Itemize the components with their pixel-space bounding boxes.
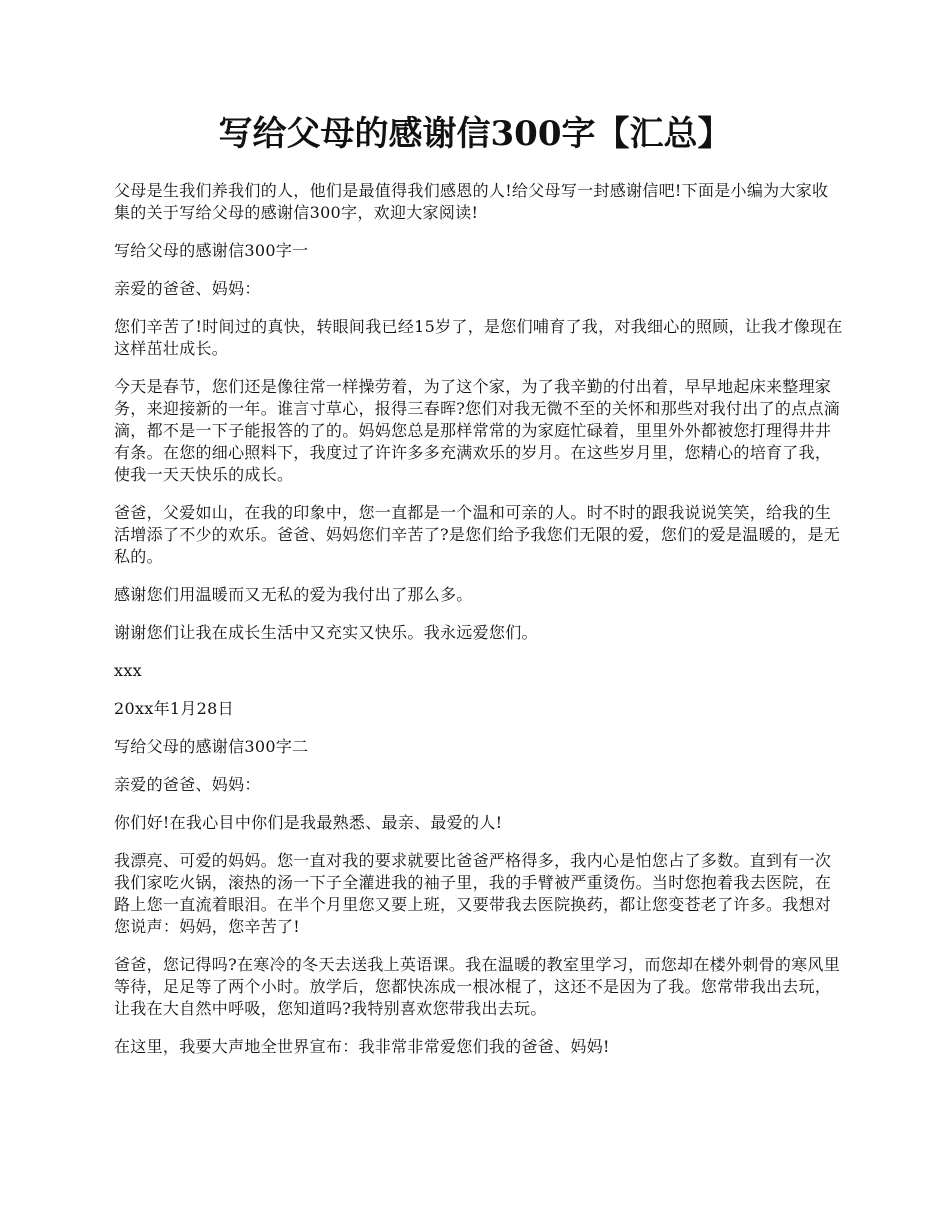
document-body <box>114 180 844 1074</box>
letter-2-paragraph: 在这里，我要大声地全世界宣布：我非常非常爱您们我的爸爸、妈妈! <box>114 1037 610 1056</box>
salutation-1: 亲爱的爸爸、妈妈： <box>114 279 261 298</box>
letter-1-paragraph: 您们辛苦了!时间过的真快，转眼间我已经15岁了，是您们哺育了我，对我细心的照顾，让我才像现在这样茁壮成长。 <box>114 317 843 358</box>
intro-paragraph: 父母是生我们养我们的人，他们是最值得我们感恩的人!给父母写一封感谢信吧!下面是小编为大家收集的关于写给父母的感谢信300字，欢迎大家阅读! <box>114 181 829 222</box>
page-title: 写给父母的感谢信300字【汇总】 <box>218 114 732 154</box>
letter-date: 20xx年1月28日 <box>114 699 234 718</box>
section-heading-1: 写给父母的感谢信300字一 <box>114 241 309 260</box>
letter-1-paragraph: 今天是春节，您们还是像往常一样操劳着，为了这个家，为了我辛勤的付出着，早早地起床来整理家务，来迎接新的一年。谁言寸草心，报得三春晖?您们对我无微不至的关怀和那些对我付出了的点点滴滴，都不是一下子能报答的了的。妈妈您总是那样常常的为家庭忙碌着，里里外外都被您打理得井井有条。在您的细心照料下，我度过了许许多多充满欢乐的岁月。在这些岁月里，您精心的培育了我，使我一天天快乐的成长。 <box>114 377 841 484</box>
letter-1-paragraph: 爸爸，父爱如山，在我的印象中，您一直都是一个温和可亲的人。时不时的跟我说说笑笑，给我的生活增添了不少的欢乐。爸爸、妈妈您们辛苦了?是您们给予我您们无限的爱，您们的爱是温暖的，是无私的。 <box>114 503 841 566</box>
letter-2-paragraph: 我漂亮、可爱的妈妈。您一直对我的要求就要比爸爸严格得多，我内心是怕您占了多数。直到有一次我们家吃火锅，滚热的汤一下子全灌进我的袖子里，我的手臂被严重烫伤。当时您抱着我去医院，在路上您一直流着眼泪。在半个月里您又要上班，又要带我去医院换药，都让您变苍老了许多。我想对您说声：妈妈，您辛苦了! <box>114 851 832 936</box>
letter-1-paragraph: 谢谢您们让我在成长生活中又充实又快乐。我永远爱您们。 <box>114 623 538 642</box>
section-heading-2: 写给父母的感谢信300字二 <box>114 737 309 756</box>
signature: xxx <box>114 661 142 680</box>
letter-1-paragraph: 感谢您们用温暖而又无私的爱为我付出了那么多。 <box>114 585 473 604</box>
salutation-2: 亲爱的爸爸、妈妈： <box>114 775 261 794</box>
letter-2-paragraph: 你们好!在我心目中你们是我最熟悉、最亲、最爱的人! <box>114 813 503 832</box>
letter-2-paragraph: 爸爸，您记得吗?在寒冷的冬天去送我上英语课。我在温暖的教室里学习，而您却在楼外刺骨的寒风里等待，足足等了两个小时。放学后，您都快冻成一根冰棍了，这还不是因为了我。您常带我出去玩，让我在大自然中呼吸，您知道吗?我特别喜欢您带我出去玩。 <box>114 955 841 1018</box>
